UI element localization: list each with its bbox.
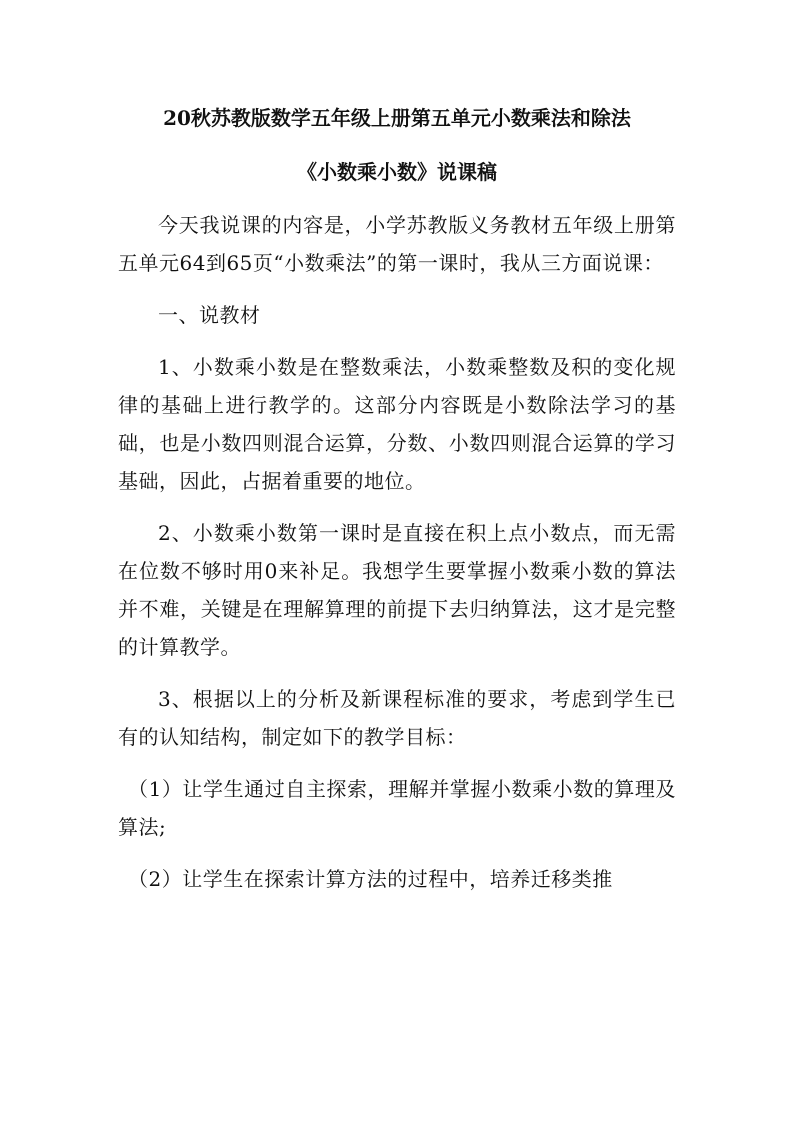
intro-paragraph: 今天我说课的内容是，小学苏教版义务教材五年级上册第五单元64到65页“小数乘法”的第一课时，我从三方面说课： [118,213,676,275]
paragraph-point-3: 3、根据以上的分析及新课程标准的要求，考虑到学生已有的认知结构，制定如下的教学目标： [118,687,676,749]
paragraph-point-1: 1、小数乘小数是在整数乘法，小数乘整数及积的变化规律的基础上进行教学的。这部分内容既是小数除法学习的基础，也是小数四则混合运算，分数、小数四则混合运算的学习基础，因此，占据着重要的地位。 [118,355,676,493]
paragraph-point-2: 2、小数乘小数第一课时是直接在积上点小数点，而无需在位数不够时用0来补足。我想学生要掌握小数乘小数的算法并不难，关键是在理解算理的前提下去归纳算法，这才是完整的计算教学。 [118,521,676,659]
document-title-line-2: 《小数乘小数》说课稿 [297,160,497,184]
objective-1: （1）让学生通过自主探索，理解并掌握小数乘小数的算理及算法; [118,777,676,839]
section-heading-textbook: 一、说教材 [158,303,261,327]
document-title-line-1: 20秋苏教版数学五年级上册第五单元小数乘法和除法 [163,106,631,130]
objective-2: （2）让学生在探索计算方法的过程中，培养迁移类推 [128,867,613,891]
